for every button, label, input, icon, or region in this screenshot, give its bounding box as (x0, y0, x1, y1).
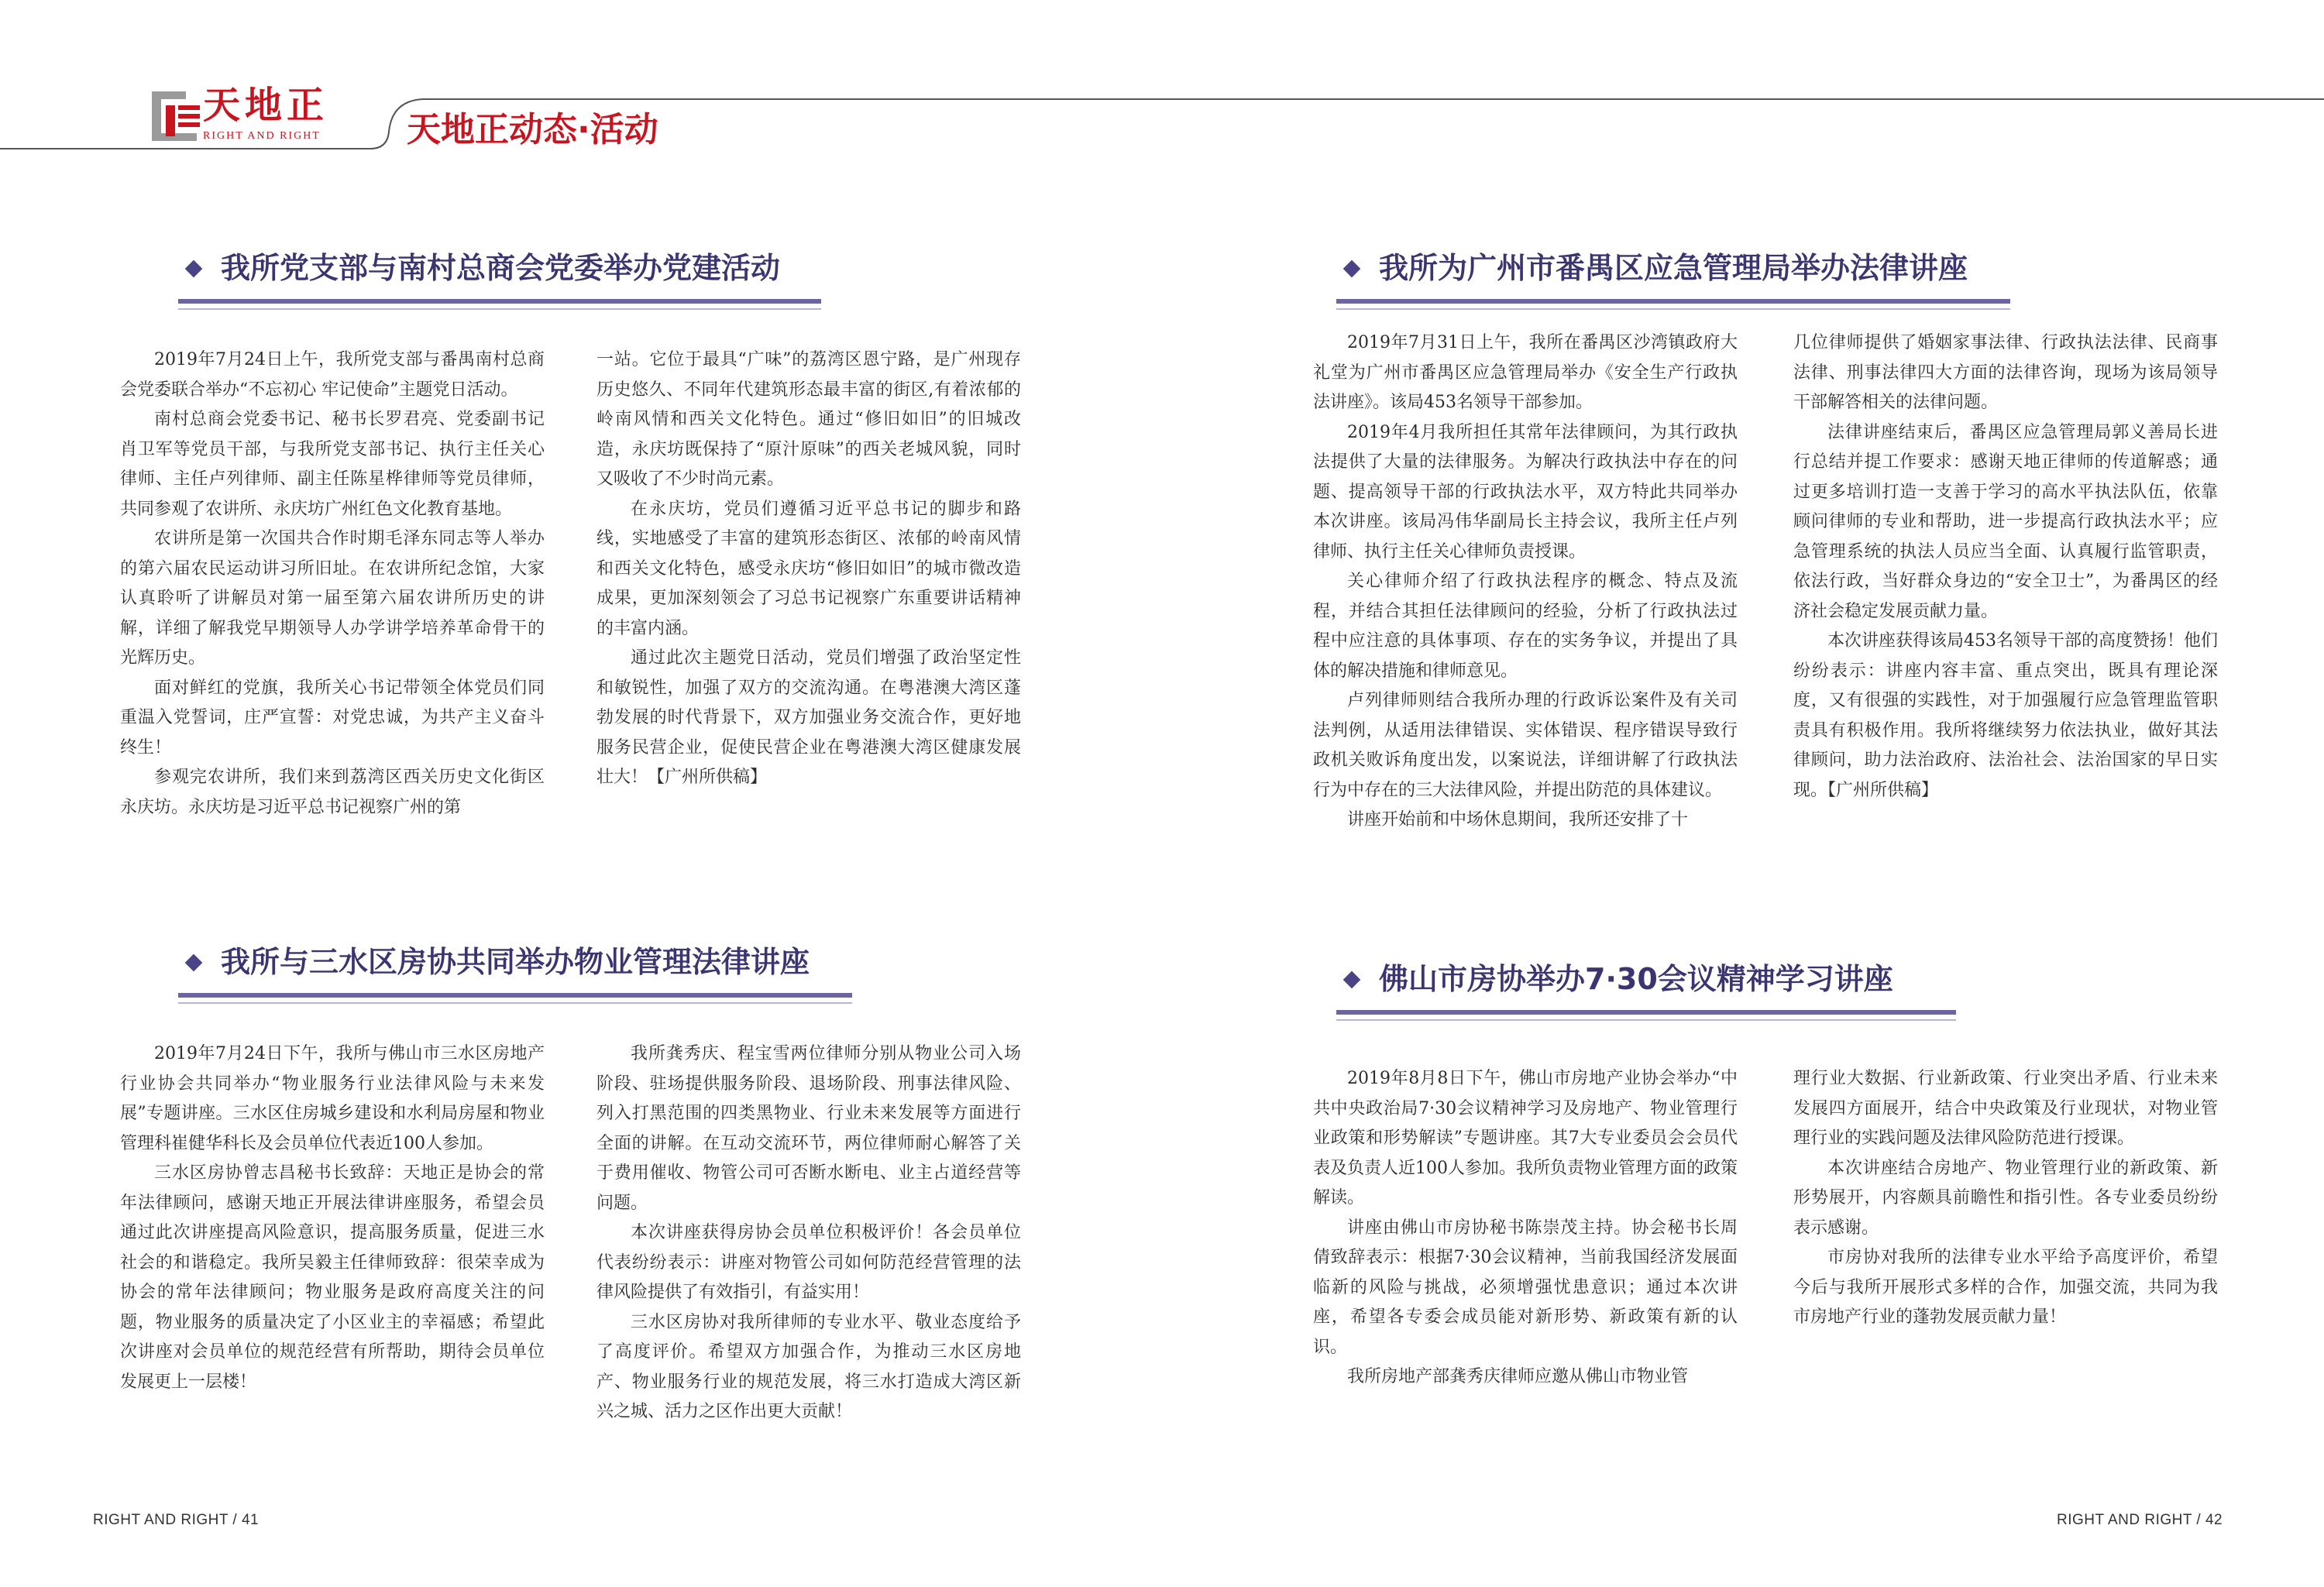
page-number-left: RIGHT AND RIGHT / 41 (93, 1512, 260, 1528)
title-underline-thin (178, 1002, 852, 1004)
paragraph: 面对鲜红的党旗，我所关心书记带领全体党员们同重温入党誓词，庄严宣誓：对党忠诚，为共产主义奋斗终生！ (120, 678, 545, 757)
article-title: 我所党支部与南村总商会党委举办党建活动 (221, 251, 781, 285)
article-column-right (596, 1039, 1021, 1427)
paragraph: 我所房地产部龚秀庆律师应邀从佛山市物业管 (1347, 1367, 1689, 1386)
title-underline (1336, 1010, 1956, 1015)
paragraph: 理行业大数据、行业新政策、行业突出矛盾、行业未来发展四方面展开，结合中央政策及行业现状，对物业管理行业的实践问题及法律风险防范进行授课。 (1793, 1069, 2218, 1148)
article-emergency-lecture (1313, 243, 2218, 925)
logo-english-text: RIGHT AND RIGHT (203, 130, 321, 142)
article-column-right (596, 345, 1021, 793)
article-title: 我所为广州市番禺区应急管理局举办法律讲座 (1379, 251, 1968, 285)
diamond-bullet-icon (1343, 971, 1361, 989)
article-heading (178, 243, 860, 293)
article-heading (1336, 243, 2111, 293)
paragraph: 卢列律师则结合我所办理的行政诉讼案件及有关司法判例，从适用法律错误、实体错误、程序错误导致行政机关败诉角度出发，以案说法，详细讲解了行政执法行为中存在的三大法律风险，并提出防范的具体建议。 (1313, 691, 1738, 800)
diamond-bullet-icon (185, 954, 203, 972)
paragraph: 2019年4月我所担任其常年法律顾问，为其行政执法提供了大量的法律服务。为解决行政执法中存在的问题、提高领导干部的行政执法水平，双方特此共同举办本次讲座。该局冯伟华副局长主持会议，我所主任卢列律师、执行主任关心律师负责授课。 (1313, 422, 1738, 562)
paragraph: 我所龚秀庆、程宝雪两位律师分别从物业公司入场阶段、驻场提供服务阶段、退场阶段、刑事法律风险、列入打黑范围的四类黑物业、行业未来发展等方面进行全面的讲解。在互动交流环节，两位律师耐心解答了关于费用催收、物管公司可否断水断电、业主占道经营等问题。 (596, 1044, 1021, 1213)
article-column-right (1793, 328, 2218, 806)
article-column-right (1793, 1064, 2218, 1333)
paragraph: 几位律师提供了婚姻家事法律、行政执法法律、民商事法律、刑事法律四大方面的法律咨询，现场为该局领导干部解答相关的法律问题。 (1793, 333, 2218, 412)
title-underline-thin (178, 308, 821, 310)
title-underline (178, 299, 821, 304)
paragraph: 法律讲座结束后，番禺区应急管理局郭义善局长进行总结并提工作要求：感谢天地正律师的传道解惑；通过更多培训打造一支善于学习的高水平执法队伍，依靠顾问律师的专业和帮助，进一步提高行政执法水平；应急管理系统的执法人员应当全面、认真履行监管职责，依法行政，当好群众身边的“安全卫士”，为番禺区的经济社会稳定发展贡献力量。 (1793, 422, 2218, 621)
paragraph: 本次讲座获得该局453名领导干部的高度赞扬！他们纷纷表示：讲座内容丰富、重点突出，既具有理论深度，又有很强的实践性，对于加强履行应急管理监管职责具有积极作用。我所将继续努力依法执业，做好其法律顾问，助力法治政府、法治社会、法治国家的早日实现。【广州所供稿】 (1793, 631, 2218, 800)
article-heading (178, 937, 860, 987)
article-column-left (1313, 328, 1738, 836)
paragraph: 本次讲座结合房地产、物业管理行业的新政策、新形势展开，内容颇具前瞻性和指引性。各专业委员纷纷表示感谢。 (1793, 1158, 2218, 1238)
paragraph: 三水区房协曾志昌秘书长致辞：天地正是协会的常年法律顾问，感谢天地正开展法律讲座服务，希望会员通过此次讲座提高风险意识，提高服务质量，促进三水社会的和谐稳定。我所吴毅主任律师致辞：很荣幸成为协会的常年法律顾问；物业服务是政府高度关注的问题，物业服务的质量决定了小区业主的幸福感；希望此次讲座对会员单位的规范经营有所帮助，期待会员单位发展更上一层楼！ (120, 1163, 545, 1392)
paragraph: 2019年7月31日上午，我所在番禺区沙湾镇政府大礼堂为广州市番禺区应急管理局举办《安全生产行政执法讲座》。该局453名领导干部参加。 (1313, 333, 1738, 412)
title-underline (178, 993, 852, 998)
title-underline-thin (1336, 308, 2010, 310)
paragraph: 2019年7月24日下午，我所与佛山市三水区房地产行业协会共同举办“物业服务行业法律风险与未来发展”专题讲座。三水区住房城乡建设和水利局房屋和物业管理科崔健华科长及会员单位代表近100人参加。 (120, 1044, 545, 1153)
diamond-bullet-icon (185, 260, 203, 278)
paragraph: 参观完农讲所，我们来到荔湾区西关历史文化街区永庆坊。永庆坊是习近平总书记视察广州的第 (120, 768, 545, 817)
article-column-left (120, 345, 545, 823)
article-property-lecture (120, 937, 1021, 1464)
paragraph: 讲座由佛山市房协秘书陈崇茂主持。协会秘书长周倩致辞表示：根据7·30会议精神，当前我国经济发展面临新的风险与挑战，必须增强忧患意识；通过本次讲座，希望各专委会成员能对新形势、新政策有新的认识。 (1313, 1218, 1738, 1357)
article-title: 我所与三水区房协共同举办物业管理法律讲座 (221, 945, 810, 979)
logo-chinese-text: 天地正 (203, 84, 329, 127)
paragraph: 2019年8月8日下午，佛山市房地产业协会举办“中共中央政治局7·30会议精神学习及房地产、物业管理行业政策和形势解读”专题讲座。其7大专业委员会会员代表及负责人近100人参加。我所负责物业管理方面的政策解读。 (1313, 1069, 1738, 1207)
paragraph: 通过此次主题党日活动，党员们增强了政治坚定性和敏锐性，加强了双方的交流沟通。在粤港澳大湾区蓬勃发展的时代背景下，双方加强业务交流合作，更好地服务民营企业，促使民营企业在粤港澳大湾区健康发展壮大！【广州所供稿】 (596, 648, 1021, 787)
paragraph: 关心律师介绍了行政执法程序的概念、特点及流程，并结合其担任法律顾问的经验，分析了行政执法过程中应注意的具体事项、存在的实务争议，并提出了具体的解决措施和律师意见。 (1313, 572, 1738, 681)
article-heading (1336, 954, 2111, 1004)
paragraph: 南村总商会党委书记、秘书长罗君亮、党委副书记肖卫军等党员干部，与我所党支部书记、执行主任关心律师、主任卢列律师、副主任陈星桦律师等党员律师，共同参观了农讲所、永庆坊广州红色文化教育基地。 (120, 410, 545, 519)
paragraph: 三水区房协对我所律师的专业水平、敬业态度给予了高度评价。希望双方加强合作，为推动三水区房地产、物业服务行业的规范发展，将三水打造成大湾区新兴之城、活力之区作出更大贡献！ (596, 1312, 1021, 1421)
article-column-left (120, 1039, 545, 1397)
paragraph: 讲座开始前和中场休息期间，我所还安排了十 (1347, 810, 1689, 830)
paragraph: 农讲所是第一次国共合作时期毛泽东同志等人举办的第六届农民运动讲习所旧址。在农讲所纪念馆，大家认真聆听了讲解员对第一届至第六届农讲所历史的讲解，详细了解我党早期领导人办学讲学培养革命骨干的光辉历史。 (120, 529, 545, 668)
article-title: 佛山市房协举办7·30会议精神学习讲座 (1379, 962, 1893, 996)
article-party-building (120, 243, 1021, 925)
title-underline-thin (1336, 1019, 1956, 1021)
title-underline (1336, 299, 2010, 304)
paragraph: 在永庆坊，党员们遵循习近平总书记的脚步和路线，实地感受了丰富的建筑形态街区、浓郁的岭南风情和西关文化特色，感受永庆坊“修旧如旧”的城市微改造成果，更加深刻领会了习总书记视察广东重要讲话精神的丰富内涵。 (596, 499, 1021, 638)
paragraph: 一站。它位于最具“广味”的荔湾区恩宁路，是广州现存历史悠久、不同年代建筑形态最丰富的街区,有着浓郁的岭南风情和西关文化特色。通过“修旧如旧”的旧城改造，永庆坊既保持了“原汁原味”的西关老城风貌，同时又吸收了不少时尚元素。 (596, 350, 1021, 489)
logo-mark-icon (152, 91, 200, 141)
article-foshan-lecture (1313, 954, 2218, 1465)
paragraph: 2019年7月24日上午，我所党支部与番禺南村总商会党委联合举办“不忘初心 牢记使命”主题党日活动。 (120, 350, 545, 400)
section-title: 天地正动态·活动 (407, 110, 658, 149)
paragraph: 本次讲座获得房协会员单位积极评价！各会员单位代表纷纷表示：讲座对物管公司如何防范经营管理的法律风险提供了有效指引，有益实用！ (596, 1223, 1021, 1302)
article-column-left (1313, 1064, 1738, 1393)
page-header (0, 0, 2324, 170)
page-number-right: RIGHT AND RIGHT / 42 (2057, 1512, 2223, 1528)
diamond-bullet-icon (1343, 260, 1361, 278)
paragraph: 市房协对我所的法律专业水平给予高度评价，希望今后与我所开展形式多样的合作，加强交流，共同为我市房地产行业的蓬勃发展贡献力量！ (1793, 1248, 2218, 1327)
